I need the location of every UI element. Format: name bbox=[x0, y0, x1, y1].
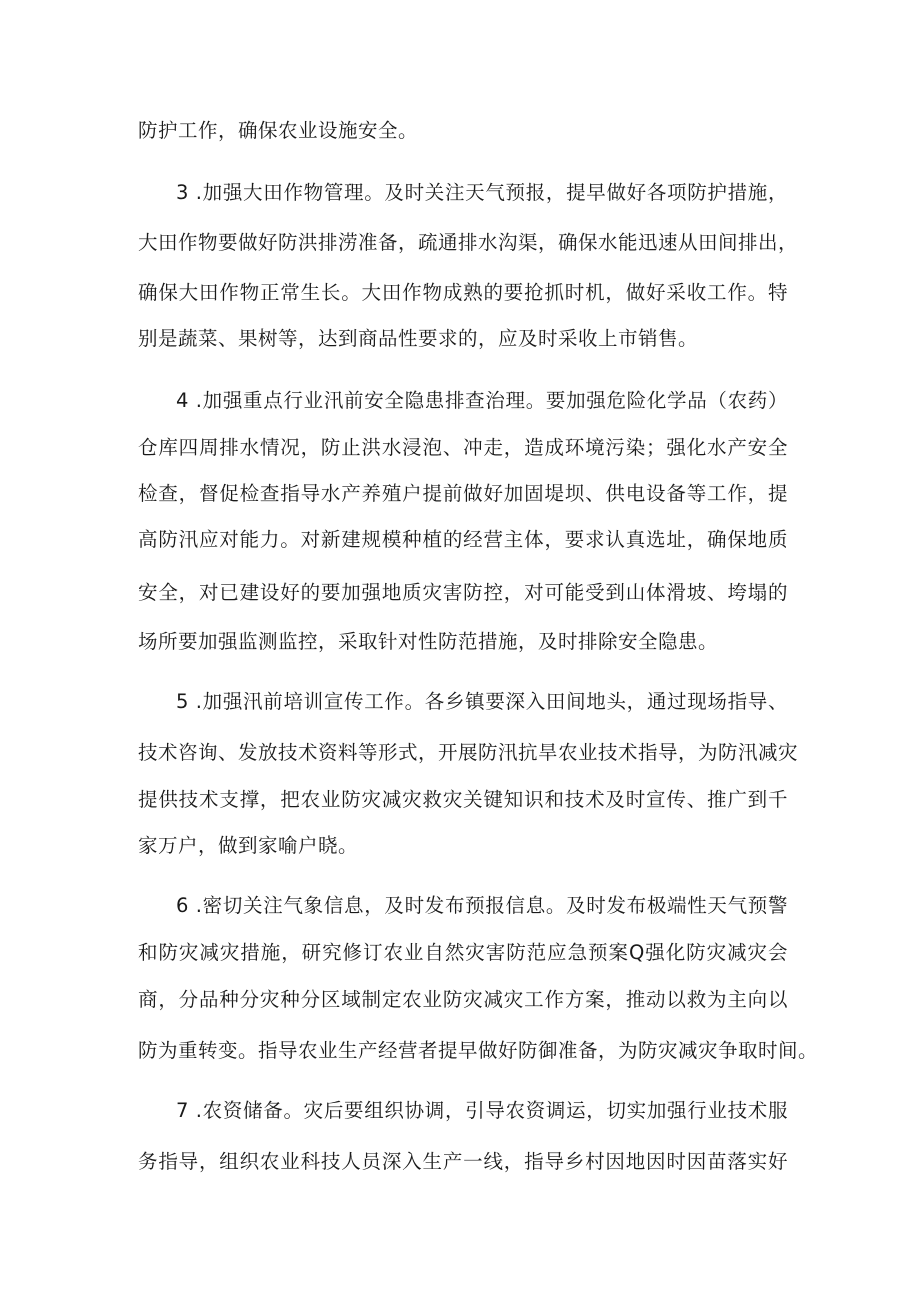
paragraph-line: 场所要加强监测监控，采取针对性防范措施，及时排除安全隐患。 bbox=[138, 630, 719, 653]
paragraph-line: 仓库四周排水情况，防止洪水浸泡、冲走，造成环境污染；强化水产安全 bbox=[138, 436, 788, 459]
paragraph-line: 务指导，组织农业科技人员深入生产一线，指导乡村因地因时因苗落实好 bbox=[138, 1150, 788, 1173]
paragraph-line: 提供技术支撑，把农业防灾减灾救灾关键知识和技术及时宣传、推广到千 bbox=[138, 788, 788, 811]
paragraph-item-4-heading-line: 4 .加强重点行业汛前安全隐患排查治理。要加强危险化学品（农药） bbox=[176, 389, 788, 412]
paragraph-line: 防护工作，确保农业设施安全。 bbox=[138, 119, 419, 142]
paragraph-line: 防为重转变。指导农业生产经营者提早做好防御准备，为防灾减灾争取时间。 bbox=[138, 1039, 819, 1062]
paragraph-line: 家万户，做到家喻户晓。 bbox=[138, 834, 359, 857]
paragraph-item-3-heading-line: 3 .加强大田作物管理。及时关注天气预报，提早做好各项防护措施， bbox=[176, 181, 788, 204]
paragraph-line: 别是蔬菜、果树等，达到商品性要求的，应及时采收上市销售。 bbox=[138, 327, 699, 350]
paragraph-line: 大田作物要做好防洪排涝准备，疏通排水沟渠，确保水能迅速从田间排出， bbox=[138, 231, 799, 254]
paragraph-item-5-heading-line: 5 .加强汛前培训宣传工作。各乡镇要深入田间地头，通过现场指导、 bbox=[176, 690, 788, 713]
paragraph-line: 和防灾减灾措施，研究修订农业自然灾害防范应急预案Q强化防灾减灾会 bbox=[138, 941, 788, 964]
paragraph-line: 确保大田作物正常生长。大田作物成熟的要抢抓时机，做好采收工作。特 bbox=[138, 281, 788, 304]
paragraph-line: 商，分品种分灾种分区域制定农业防灾减灾工作方案，推动以救为主向以 bbox=[138, 988, 788, 1011]
paragraph-item-6-heading-line: 6 .密切关注气象信息，及时发布预报信息。及时发布极端性天气预警 bbox=[176, 894, 788, 917]
paragraph-line: 检查，督促检查指导水产养殖户提前做好加固堤坝、供电设备等工作，提 bbox=[138, 482, 788, 505]
paragraph-item-7-heading-line: 7 .农资储备。灾后要组织协调，引导农资调运，切实加强行业技术服 bbox=[176, 1099, 788, 1122]
paragraph-line: 安全，对已建设好的要加强地质灾害防控，对可能受到山体滑坡、垮塌的 bbox=[138, 581, 788, 604]
paragraph-line: 高防汛应对能力。对新建规模种植的经营主体，要求认真选址，确保地质 bbox=[138, 528, 788, 551]
paragraph-line: 技术咨询、发放技术资料等形式，开展防汛抗旱农业技术指导，为防汛减灾 bbox=[138, 741, 799, 764]
